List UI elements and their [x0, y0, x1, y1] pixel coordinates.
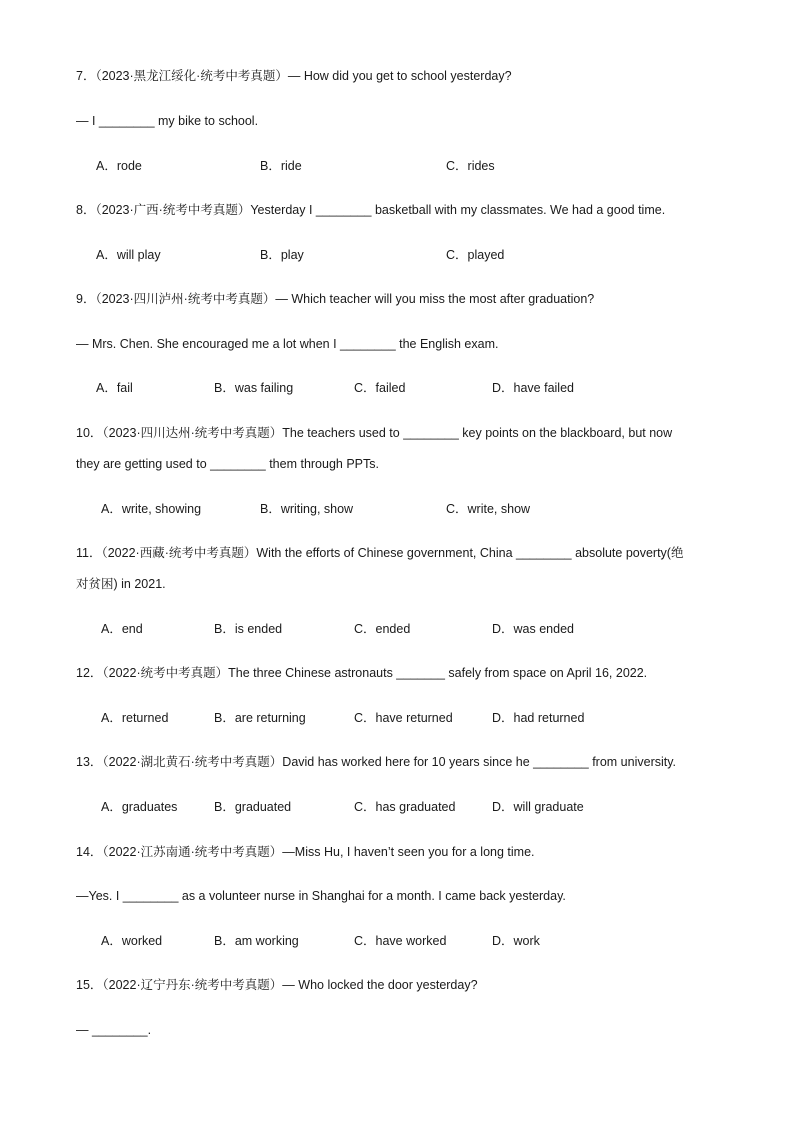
question-text: — Which teacher will you miss the most after graduation?: [275, 292, 595, 306]
question-text: David has worked here for 10 years since he ________ from university.: [282, 755, 677, 769]
option-b: B．graduated: [214, 800, 292, 814]
question-number: 7．: [76, 69, 96, 83]
option-b: B．ride: [260, 159, 302, 173]
option-d: D．work: [492, 934, 540, 948]
question-text: —Miss Hu, I haven’t seen you for a long time.: [282, 845, 535, 859]
question-source: （2022·江苏南通·统考中考真题）: [102, 845, 283, 859]
question-number: 10．: [76, 426, 103, 440]
option-c: C．has graduated: [354, 800, 456, 814]
question-14-stem: [76, 844, 535, 860]
question-source: （2023·四川达州·统考中考真题）: [102, 426, 283, 440]
question-source: （2023·黑龙江绥化·统考中考真题）: [95, 69, 288, 83]
option-b: B．play: [260, 248, 304, 262]
option-c: C．have worked: [354, 934, 447, 948]
option-b: B．writing, show: [260, 502, 354, 516]
option-b: B．are returning: [214, 711, 306, 725]
question-number: 9．: [76, 292, 96, 306]
option-d: D．will graduate: [492, 800, 584, 814]
question-10-stem2: they are getting used to ________ them through PPTs.: [76, 457, 379, 471]
option-a: A．rode: [96, 159, 142, 173]
question-source: （2022·西藏·统考中考真题）: [101, 546, 257, 560]
option-c: C．have returned: [354, 711, 453, 725]
option-d: D．was ended: [492, 622, 574, 636]
question-7-stem2: — I ________ my bike to school.: [76, 114, 259, 128]
question-15-stem: [76, 977, 478, 993]
question-11-stem: [76, 545, 683, 561]
question-9-stem2: — Mrs. Chen. She encouraged me a lot when I ________ the English exam.: [76, 337, 499, 351]
question-text: With the efforts of Chinese government, China ________ absolute poverty(绝: [256, 546, 684, 560]
question-source: （2022·统考中考真题）: [102, 666, 229, 680]
option-a: A．write, showing: [101, 502, 202, 516]
option-b: B．am working: [214, 934, 299, 948]
question-text: The three Chinese astronauts _______ safely from space on April 16, 2022.: [228, 666, 648, 680]
option-a: A．end: [101, 622, 143, 636]
question-source: （2023·四川泸州·统考中考真题）: [95, 292, 276, 306]
option-d: D．have failed: [492, 381, 574, 395]
option-c: C．failed: [354, 381, 406, 395]
question-source: （2022·湖北黄石·统考中考真题）: [102, 755, 283, 769]
option-b: B．was failing: [214, 381, 294, 395]
option-b: B．is ended: [214, 622, 283, 636]
option-a: A．fail: [96, 381, 133, 395]
question-13-stem: [76, 754, 676, 770]
option-a: A．returned: [101, 711, 169, 725]
question-14-stem2: —Yes. I ________ as a volunteer nurse in Shanghai for a month. I came back yesterday.: [76, 889, 566, 903]
question-number: 8．: [76, 203, 96, 217]
question-text: — How did you get to school yesterday?: [287, 69, 512, 83]
question-text: — Who locked the door yesterday?: [282, 978, 478, 992]
question-number: 12．: [76, 666, 103, 680]
question-number: 11．: [76, 546, 102, 560]
question-11-stem2: 对贫困) in 2021.: [76, 577, 166, 591]
question-number: 14．: [76, 845, 103, 859]
question-number: 15．: [76, 978, 103, 992]
option-d: D．had returned: [492, 711, 585, 725]
question-8-stem: [76, 202, 665, 218]
question-12-stem: [76, 665, 647, 681]
option-c: C．write, show: [446, 502, 531, 516]
question-7-stem: [76, 68, 512, 84]
question-text: Yesterday I ________ basketball with my classmates. We had a good time.: [250, 203, 666, 217]
option-a: A．worked: [101, 934, 163, 948]
option-c: C．ended: [354, 622, 411, 636]
question-15-stem2: — ________.: [76, 1023, 152, 1037]
option-c: C．played: [446, 248, 505, 262]
option-a: A．will play: [96, 248, 161, 262]
option-a: A．graduates: [101, 800, 178, 814]
question-9-stem: [76, 291, 594, 307]
question-text: The teachers used to ________ key points on the blackboard, but now: [282, 426, 673, 440]
option-c: C．rides: [446, 159, 495, 173]
question-10-stem: [76, 425, 672, 441]
question-number: 13．: [76, 755, 103, 769]
question-source: （2022·辽宁丹东·统考中考真题）: [102, 978, 283, 992]
question-source: （2023·广西·统考中考真题）: [95, 203, 251, 217]
